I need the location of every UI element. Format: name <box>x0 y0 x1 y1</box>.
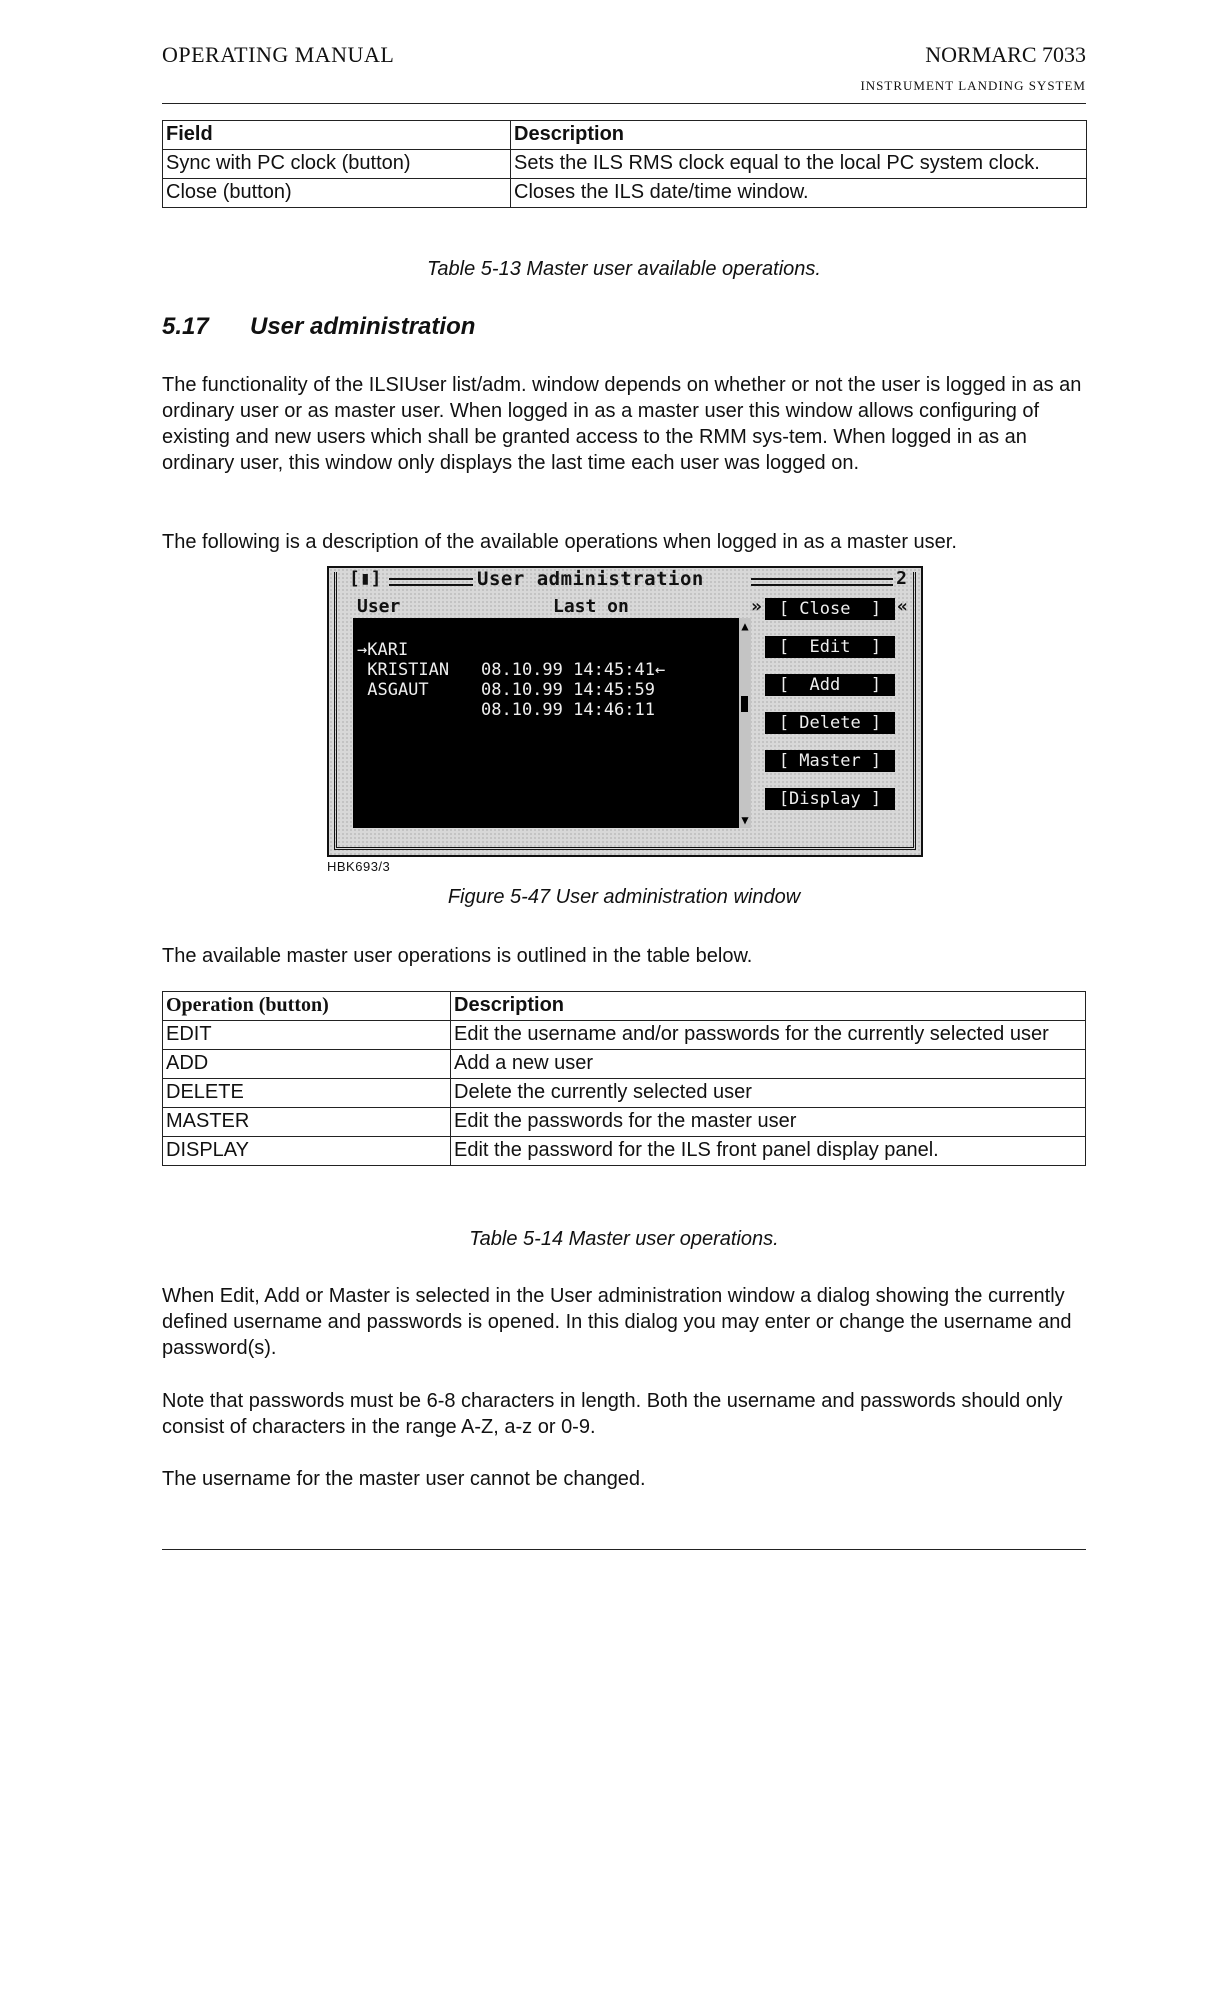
table-caption: Table 5-14 Master user operations. <box>469 1228 779 1250</box>
list-item-last-on: 08.10.99 14:45:41← <box>481 660 666 680</box>
table-cell: Close (button) <box>163 179 511 208</box>
edit-button[interactable]: [ Edit ] <box>765 636 895 658</box>
window-number: 2 <box>896 568 907 589</box>
scroll-down-arrow-icon[interactable]: ▼ <box>741 813 749 827</box>
master-operations-table <box>162 991 1086 1166</box>
table-cell: DELETE <box>163 1079 451 1108</box>
master-button[interactable]: [ Master ] <box>765 750 895 772</box>
delete-button[interactable]: [ Delete ] <box>765 712 895 734</box>
list-item-last-on: 08.10.99 14:46:11 <box>481 700 655 720</box>
field-description-table <box>162 120 1087 208</box>
scroll-up-arrow-icon[interactable]: ▲ <box>741 619 749 633</box>
column-header-last-on: Last on <box>553 596 629 617</box>
section-title: User administration <box>250 313 476 340</box>
header-left-title: OPERATING MANUAL <box>162 42 395 67</box>
column-header-user: User <box>357 596 401 617</box>
paragraph: The following is a description of the available operations when logged in as a master user. <box>162 531 957 553</box>
table-row <box>163 1137 1086 1166</box>
table-header-cell: Field <box>163 121 511 150</box>
table-row <box>163 1079 1086 1108</box>
table-cell: Edit the passwords for the master user <box>451 1108 1086 1137</box>
paragraph: The username for the master user cannot be changed. <box>162 1468 646 1490</box>
titlebar-line <box>389 578 473 586</box>
paragraph: The functionality of the ILSIUser list/adm. window depends on whether or not the user is logged in as an ordinary user or as master user. When logged in as a master user this window allows configuring of existing and new users which shall be granted access to the RMM sys-tem. When logged in as an ordinary user, this window only displays the last time each user was logged on. <box>162 374 1082 474</box>
table-cell: Sets the ILS RMS clock equal to the local PC system clock. <box>511 150 1087 179</box>
table-row <box>163 179 1087 208</box>
table-header-cell: Description <box>451 992 1086 1021</box>
table-cell: Edit the username and/or passwords for the currently selected user <box>451 1021 1086 1050</box>
table-cell: EDIT <box>163 1021 451 1050</box>
header-subtitle: INSTRUMENT LANDING SYSTEM <box>860 78 1086 93</box>
figure-reference-label: HBK693/3 <box>327 859 391 874</box>
table-cell: Edit the password for the ILS front panel display panel. <box>451 1137 1086 1166</box>
table-cell: ADD <box>163 1050 451 1079</box>
titlebar-line <box>751 578 893 586</box>
table-row <box>163 1108 1086 1137</box>
section-number: 5.17 <box>162 313 209 340</box>
header-product-name: NORMARC 7033 <box>925 42 1086 67</box>
table-header-row <box>163 992 1086 1021</box>
add-button[interactable]: [ Add ] <box>765 674 895 696</box>
footer-rule <box>162 1549 1086 1550</box>
user-administration-window <box>327 566 923 857</box>
table-caption: Table 5-13 Master user available operations. <box>427 258 821 280</box>
table-cell: MASTER <box>163 1108 451 1137</box>
list-item-last-on: 08.10.99 14:45:59 <box>481 680 655 700</box>
close-button[interactable]: [ Close ] <box>765 598 895 620</box>
table-cell: Closes the ILS date/time window. <box>511 179 1087 208</box>
user-list[interactable] <box>353 618 739 828</box>
table-cell: Sync with PC clock (button) <box>163 150 511 179</box>
list-item-user: KRISTIAN <box>357 660 450 680</box>
window-title: User administration <box>477 568 704 590</box>
table-header-cell: Description <box>511 121 1087 150</box>
focus-marker-right: « <box>897 596 908 617</box>
table-cell: DISPLAY <box>163 1137 451 1166</box>
list-item-user: ASGAUT <box>357 680 429 700</box>
header-rule <box>162 103 1086 104</box>
table-header-cell: Operation (button) <box>163 992 451 1021</box>
table-row <box>163 150 1087 179</box>
display-button[interactable]: [Display ] <box>765 788 895 810</box>
paragraph: When Edit, Add or Master is selected in the User administration window a dialog showing the currently defined username and passwords is opened. In this dialog you may enter or change the username and password(s). <box>162 1285 1072 1359</box>
table-header-row <box>163 121 1087 150</box>
table-row <box>163 1021 1086 1050</box>
window-close-control[interactable]: [▮] <box>349 568 382 589</box>
table-cell: Add a new user <box>451 1050 1086 1079</box>
table-cell: Delete the currently selected user <box>451 1079 1086 1108</box>
figure-caption: Figure 5-47 User administration window <box>447 886 801 908</box>
scroll-thumb[interactable] <box>741 696 748 712</box>
list-scrollbar[interactable] <box>739 618 751 828</box>
focus-marker-left: » <box>751 596 762 617</box>
table-row <box>163 1050 1086 1079</box>
list-item-user: →KARI <box>357 640 409 660</box>
window-titlebar <box>329 568 921 592</box>
section-heading <box>162 313 475 341</box>
paragraph: The available master user operations is outlined in the table below. <box>162 945 753 967</box>
paragraph: Note that passwords must be 6-8 characters in length. Both the username and passwords should only consist of characters in the range A-Z, a-z or 0-9. <box>162 1390 1063 1438</box>
